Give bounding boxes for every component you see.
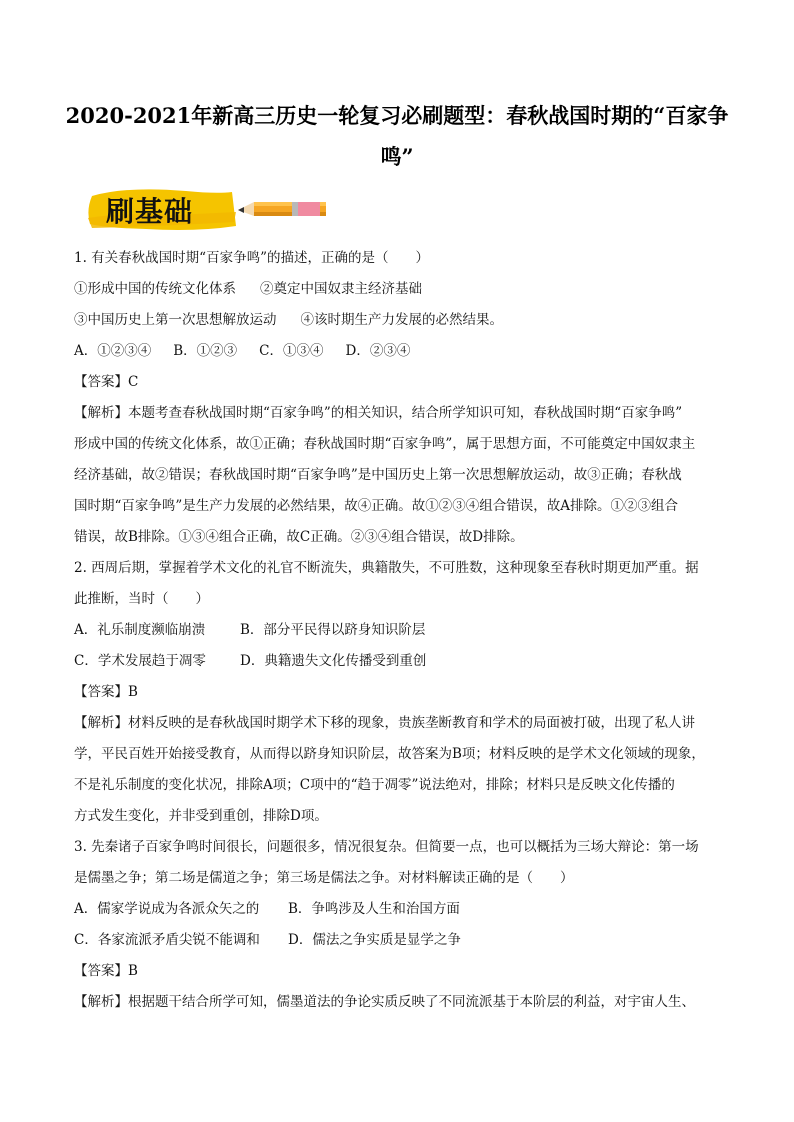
pencil-icon — [238, 202, 326, 216]
analysis — [74, 398, 724, 553]
answer: 【答案】B — [74, 684, 138, 700]
document-title-line-2: 鸣” — [380, 144, 414, 169]
answer: 【答案】C — [74, 374, 139, 390]
analysis-line: 【解析】本题考查春秋战国时期“百家争鸣”的相关知识，结合所学知识可知，春秋战国时期“百家争鸣” — [74, 405, 683, 421]
analysis-line: 【解析】根据题干结合所学可知，儒墨道法的争论实质反映了不同流派基于本阶层的利益，对宇宙人生、 — [74, 994, 695, 1010]
option-a: A．儒家学说成为各派众矢之的 — [74, 901, 260, 917]
statement-row — [74, 305, 724, 336]
options-row — [74, 615, 724, 646]
section-badge — [86, 182, 326, 234]
option-d: D．②③④ — [345, 343, 411, 359]
statement-row — [74, 274, 724, 305]
analysis-line: 错误，故B排除。①③④组合正确，故C正确。②③④组合错误，故D排除。 — [74, 529, 524, 545]
answer: 【答案】B — [74, 963, 138, 979]
option-c: C．各家流派矛盾尖锐不能调和 — [74, 932, 260, 948]
option-b: B．①②③ — [173, 343, 238, 359]
analysis-line: 【解析】材料反映的是春秋战国时期学术下移的现象，贵族垄断教育和学术的局面被打破，出现了私人讲 — [74, 715, 695, 731]
questions-section — [74, 243, 724, 1018]
statement: ④该时期生产力发展的必然结果。 — [300, 312, 503, 328]
option-a: A．①②③④ — [74, 343, 152, 359]
analysis — [74, 708, 724, 832]
question-stem: 1. 有关春秋战国时期“百家争鸣”的描述，正确的是（ ） — [74, 250, 429, 266]
analysis-line: 方式发生变化，并非受到重创，排除D项。 — [74, 808, 328, 824]
document-title-line-1: 2020-2021年新高三历史一轮复习必刷题型：春秋战国时期的“百家争 — [65, 103, 729, 128]
option-b: B．争鸣涉及人生和治国方面 — [288, 901, 460, 917]
question-stem: 是儒墨之争；第二场是儒道之争；第三场是儒法之争。对材料解读正确的是（ ） — [74, 870, 574, 886]
analysis-line: 不是礼乐制度的变化状况，排除A项；C项中的“趋于凋零”说法绝对，排除；材料只是反映文化传播的 — [74, 777, 675, 793]
options-row — [74, 646, 724, 677]
question-stem: 此推断，当时（ ） — [74, 591, 209, 607]
option-c: C．学术发展趋于凋零 — [74, 653, 206, 669]
option-c: C．①③④ — [259, 343, 324, 359]
option-d: D．儒法之争实质是显学之争 — [288, 932, 461, 948]
analysis-line: 形成中国的传统文化体系，故①正确；春秋战国时期“百家争鸣”，属于思想方面，不可能奠定中国奴隶主 — [74, 436, 696, 452]
question-stem: 3. 先秦诸子百家争鸣时间很长，问题很多，情况很复杂。但简要一点，也可以概括为三场大辩论：第一场 — [74, 839, 699, 855]
option-a: A．礼乐制度濒临崩溃 — [74, 622, 206, 638]
question-2 — [74, 553, 724, 832]
question-3 — [74, 832, 724, 1018]
statement: ①形成中国的传统文化体系 — [74, 281, 236, 297]
analysis-line: 经济基础，故②错误；春秋战国时期“百家争鸣”是中国历史上第一次思想解放运动，故③正确；春秋战 — [74, 467, 682, 483]
analysis-line: 学，平民百姓开始接受教育，从而得以跻身知识阶层，故答案为B项；材料反映的是学术文化领域的现象， — [74, 746, 705, 762]
options-row — [74, 925, 724, 956]
statement: ③中国历史上第一次思想解放运动 — [74, 312, 277, 328]
option-b: B．部分平民得以跻身知识阶层 — [240, 622, 426, 638]
options-row — [74, 336, 724, 367]
question-stem: 2. 西周后期，掌握着学术文化的礼官不断流失，典籍散失，不可胜数，这种现象至春秋时期更加严重。据 — [74, 560, 699, 576]
analysis — [74, 987, 724, 1018]
analysis-line: 国时期“百家争鸣”是生产力发展的必然结果，故④正确。故①②③④组合错误，故A排除。①②③组合 — [74, 498, 679, 514]
statement: ②奠定中国奴隶主经济基础 — [260, 281, 422, 297]
badge-label: 刷基础 — [106, 195, 194, 228]
options-row — [74, 894, 724, 925]
question-1 — [74, 243, 724, 553]
option-d: D．典籍遗失文化传播受到重创 — [240, 653, 427, 669]
